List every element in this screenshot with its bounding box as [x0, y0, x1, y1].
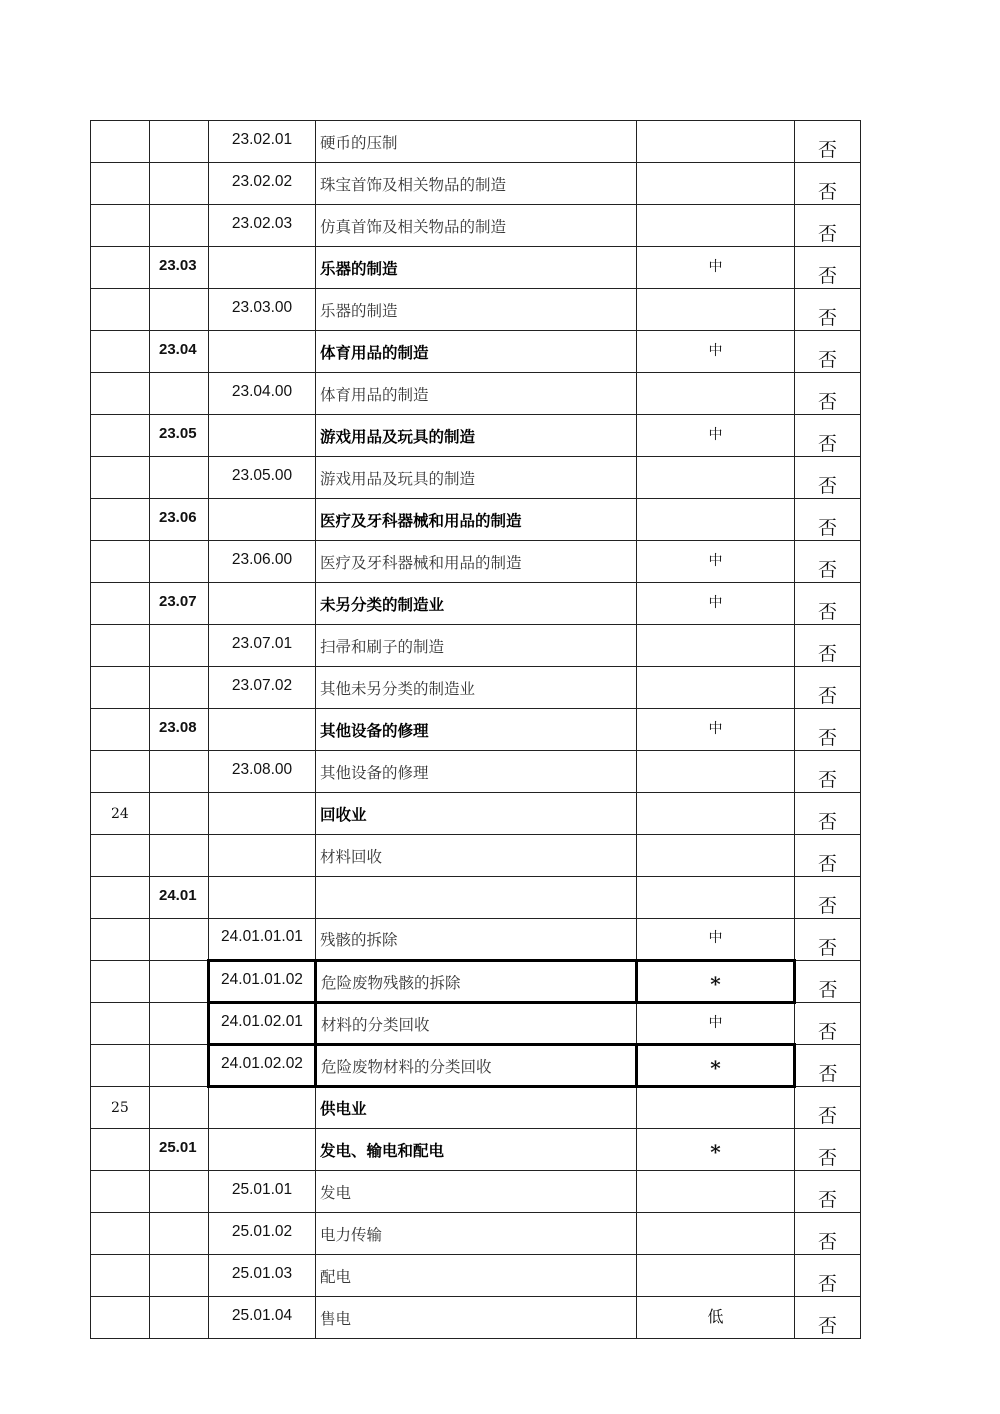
- applicable-value: 否: [817, 937, 837, 959]
- class-code-cell: [209, 833, 316, 875]
- group-code-cell: [150, 1085, 209, 1127]
- applicable-value: 否: [817, 643, 837, 665]
- risk-level-cell: [637, 1253, 795, 1295]
- industry-name-cell: 医疗及牙科器械和用品的制造: [316, 499, 637, 541]
- risk-level-cell: 中: [637, 917, 795, 959]
- applicable-cell: [795, 583, 861, 625]
- division-code-cell: [91, 1045, 150, 1087]
- applicable-cell: [795, 1003, 861, 1045]
- industry-name-cell: 发电、输电和配电: [316, 1129, 637, 1171]
- table-row: [91, 289, 861, 331]
- risk-level-cell: [637, 1085, 795, 1127]
- applicable-cell: [795, 541, 861, 583]
- applicable-cell: [795, 289, 861, 331]
- table-row: [91, 877, 861, 919]
- applicable-cell: [795, 1171, 861, 1213]
- applicable-cell: [795, 709, 861, 751]
- industry-name-cell: 售电: [316, 1297, 637, 1339]
- applicable-cell: [795, 247, 861, 289]
- division-code-cell: [91, 919, 150, 961]
- division-code-cell: [91, 1213, 150, 1255]
- industry-name-cell: 医疗及牙科器械和用品的制造: [316, 541, 637, 583]
- group-code-cell: 23.07: [150, 581, 209, 623]
- group-code-cell: [150, 1211, 209, 1253]
- applicable-cell: [795, 415, 861, 457]
- applicable-value: 否: [817, 139, 837, 161]
- table-row: [91, 1087, 861, 1129]
- table-row: [91, 457, 861, 499]
- applicable-value: 否: [817, 1105, 837, 1127]
- risk-level-cell: *: [637, 1131, 795, 1173]
- table-row: [91, 331, 861, 373]
- table-row: [91, 793, 861, 835]
- group-code-cell: 23.06: [150, 497, 209, 539]
- industry-name-cell: 其他设备的修理: [316, 709, 637, 751]
- industry-name-cell: 硬币的压制: [316, 121, 637, 163]
- applicable-value: 否: [818, 979, 838, 1001]
- risk-level-cell: *: [637, 1047, 795, 1089]
- industry-name-cell: [316, 877, 637, 919]
- applicable-cell: [795, 1087, 861, 1129]
- division-code-cell: [91, 961, 150, 1003]
- industry-name-cell: 体育用品的制造: [316, 373, 637, 415]
- group-code-cell: 23.03: [150, 245, 209, 287]
- class-code-cell: 24.01.01.02: [209, 959, 316, 1001]
- applicable-value: 否: [817, 769, 837, 791]
- group-code-cell: [150, 161, 209, 203]
- group-code-cell: [150, 539, 209, 581]
- risk-level-cell: [637, 119, 795, 161]
- applicable-cell: [795, 457, 861, 499]
- division-code-cell: [91, 457, 150, 499]
- division-code-cell: [91, 751, 150, 793]
- group-code-cell: [150, 1169, 209, 1211]
- division-code-cell: [91, 709, 150, 751]
- industry-name-cell: 仿真首饰及相关物品的制造: [316, 205, 637, 247]
- table-row: [91, 163, 861, 205]
- division-code-cell: 25: [91, 1087, 150, 1129]
- risk-level-cell: [637, 203, 795, 245]
- table-row: [91, 1003, 861, 1045]
- industry-name-cell: 配电: [316, 1255, 637, 1297]
- risk-level-cell: 低: [637, 1295, 795, 1337]
- applicable-value: 否: [817, 349, 837, 371]
- table-row: [91, 541, 861, 583]
- industry-name-cell: 发电: [316, 1171, 637, 1213]
- group-code-cell: [150, 833, 209, 875]
- division-code-cell: [91, 1255, 150, 1297]
- table-row: [91, 751, 861, 793]
- class-code-cell: 23.07.01: [209, 623, 316, 665]
- class-code-cell: 23.06.00: [209, 539, 316, 581]
- table-row: [91, 667, 861, 709]
- division-code-cell: [91, 1003, 150, 1045]
- division-code-cell: [91, 415, 150, 457]
- group-code-cell: 25.01: [150, 1127, 209, 1169]
- class-code-cell: 24.01.01.01: [209, 917, 316, 959]
- division-code-cell: [91, 835, 150, 877]
- class-code-cell: 23.02.02: [209, 161, 316, 203]
- industry-name-cell: 乐器的制造: [316, 247, 637, 289]
- class-code-cell: 23.02.03: [209, 203, 316, 245]
- table-row: [91, 1255, 861, 1297]
- table-row: [91, 247, 861, 289]
- applicable-value: 否: [817, 1189, 837, 1211]
- applicable-cell: [795, 877, 861, 919]
- class-code-cell: 24.01.02.01: [209, 1001, 316, 1043]
- group-code-cell: [150, 371, 209, 413]
- applicable-cell: [795, 961, 861, 1003]
- division-code-cell: [91, 541, 150, 583]
- applicable-value: 否: [817, 307, 837, 329]
- applicable-cell: [795, 1213, 861, 1255]
- risk-level-cell: [637, 455, 795, 497]
- applicable-cell: [795, 163, 861, 205]
- table-row: [91, 961, 861, 1003]
- table-row: [91, 625, 861, 667]
- table-row: [91, 1297, 861, 1339]
- table-row: [91, 499, 861, 541]
- division-code-cell: [91, 163, 150, 205]
- division-code-cell: [91, 205, 150, 247]
- group-code-cell: [150, 749, 209, 791]
- applicable-value: 否: [817, 181, 837, 203]
- risk-level-cell: [637, 287, 795, 329]
- division-code-cell: [91, 247, 150, 289]
- class-code-cell: [209, 707, 316, 749]
- group-code-cell: [150, 1253, 209, 1295]
- division-code-cell: [91, 667, 150, 709]
- group-code-cell: [150, 1043, 209, 1085]
- class-code-cell: [209, 329, 316, 371]
- class-code-cell: 25.01.03: [209, 1253, 316, 1295]
- risk-level-cell: 中: [637, 329, 795, 371]
- group-code-cell: [150, 1295, 209, 1337]
- table-row: [91, 709, 861, 751]
- applicable-value: 否: [817, 685, 837, 707]
- class-code-cell: 25.01.04: [209, 1295, 316, 1337]
- risk-level-cell: [637, 1211, 795, 1253]
- applicable-cell: [795, 835, 861, 877]
- group-code-cell: 23.08: [150, 707, 209, 749]
- industry-name-cell: 未另分类的制造业: [316, 583, 637, 625]
- division-code-cell: [91, 625, 150, 667]
- division-code-cell: 24: [91, 793, 150, 835]
- class-code-cell: [209, 413, 316, 455]
- risk-level-cell: 中: [637, 1001, 795, 1043]
- applicable-value: 否: [817, 853, 837, 875]
- risk-level-cell: [637, 833, 795, 875]
- applicable-cell: [795, 625, 861, 667]
- risk-level-cell: [637, 623, 795, 665]
- table-row: [91, 121, 861, 163]
- group-code-cell: [150, 119, 209, 161]
- table-row: [91, 1045, 861, 1087]
- table-row: [91, 415, 861, 457]
- division-code-cell: [91, 877, 150, 919]
- applicable-value: 否: [817, 475, 837, 497]
- group-code-cell: [150, 1001, 209, 1043]
- division-code-cell: [91, 499, 150, 541]
- applicable-value: 否: [817, 391, 837, 413]
- industry-name-cell: 供电业: [316, 1087, 637, 1129]
- risk-level-cell: [637, 161, 795, 203]
- applicable-cell: [795, 331, 861, 373]
- applicable-value: 否: [817, 1315, 837, 1337]
- class-code-cell: 25.01.01: [209, 1169, 316, 1211]
- applicable-cell: [795, 1129, 861, 1171]
- division-code-cell: [91, 121, 150, 163]
- industry-name-cell: 扫帚和刷子的制造: [316, 625, 637, 667]
- group-code-cell: [150, 455, 209, 497]
- applicable-value: 否: [817, 727, 837, 749]
- industry-name-cell: 其他未另分类的制造业: [316, 667, 637, 709]
- class-code-cell: 23.02.01: [209, 119, 316, 161]
- applicable-cell: [795, 919, 861, 961]
- table-row: [91, 835, 861, 877]
- class-code-cell: 23.05.00: [209, 455, 316, 497]
- class-code-cell: 23.04.00: [209, 371, 316, 413]
- class-code-cell: [209, 245, 316, 287]
- applicable-value: 否: [818, 1063, 838, 1085]
- table-row: [91, 205, 861, 247]
- class-code-cell: [209, 581, 316, 623]
- industry-name-cell: 残骸的拆除: [316, 919, 637, 961]
- applicable-cell: [795, 793, 861, 835]
- risk-level-cell: 中: [637, 413, 795, 455]
- group-code-cell: 24.01: [150, 875, 209, 917]
- table-row: [91, 919, 861, 961]
- risk-level-cell: 中: [637, 707, 795, 749]
- table-body: [91, 121, 861, 1339]
- industry-name-cell: 体育用品的制造: [316, 331, 637, 373]
- industry-name-cell: 游戏用品及玩具的制造: [316, 457, 637, 499]
- applicable-value: 否: [817, 559, 837, 581]
- risk-level-cell: [637, 371, 795, 413]
- division-code-cell: [91, 1297, 150, 1339]
- risk-level-cell: [637, 665, 795, 707]
- division-code-cell: [91, 1129, 150, 1171]
- applicable-value: 否: [817, 223, 837, 245]
- group-code-cell: [150, 665, 209, 707]
- industry-name-cell: 危险废物残骸的拆除: [316, 961, 637, 1003]
- risk-level-cell: *: [637, 963, 795, 1005]
- industry-classification-table: [90, 120, 861, 1339]
- class-code-cell: 23.03.00: [209, 287, 316, 329]
- class-code-cell: 25.01.02: [209, 1211, 316, 1253]
- group-code-cell: 23.05: [150, 413, 209, 455]
- applicable-value: 否: [817, 1147, 837, 1169]
- industry-name-cell: 乐器的制造: [316, 289, 637, 331]
- class-code-cell: 23.07.02: [209, 665, 316, 707]
- risk-level-cell: [637, 791, 795, 833]
- group-code-cell: [150, 287, 209, 329]
- division-code-cell: [91, 583, 150, 625]
- class-code-cell: [209, 791, 316, 833]
- applicable-value: 否: [817, 1021, 837, 1043]
- industry-name-cell: 电力传输: [316, 1213, 637, 1255]
- risk-level-cell: [637, 749, 795, 791]
- applicable-cell: [795, 121, 861, 163]
- applicable-value: 否: [817, 811, 837, 833]
- risk-level-cell: 中: [637, 539, 795, 581]
- applicable-value: 否: [817, 1273, 837, 1295]
- applicable-cell: [795, 1045, 861, 1087]
- class-code-cell: 24.01.02.02: [209, 1043, 316, 1085]
- applicable-value: 否: [817, 265, 837, 287]
- applicable-cell: [795, 373, 861, 415]
- risk-level-cell: [637, 875, 795, 917]
- group-code-cell: [150, 203, 209, 245]
- table-row: [91, 1171, 861, 1213]
- applicable-value: 否: [817, 895, 837, 917]
- group-code-cell: [150, 623, 209, 665]
- applicable-value: 否: [817, 1231, 837, 1253]
- group-code-cell: [150, 959, 209, 1001]
- applicable-cell: [795, 751, 861, 793]
- division-code-cell: [91, 289, 150, 331]
- class-code-cell: [209, 1127, 316, 1169]
- risk-level-cell: 中: [637, 581, 795, 623]
- group-code-cell: 23.04: [150, 329, 209, 371]
- group-code-cell: [150, 917, 209, 959]
- applicable-cell: [795, 667, 861, 709]
- class-code-cell: [209, 1085, 316, 1127]
- industry-name-cell: 材料回收: [316, 835, 637, 877]
- table-row: [91, 1213, 861, 1255]
- risk-level-cell: 中: [637, 245, 795, 287]
- applicable-cell: [795, 499, 861, 541]
- risk-level-cell: [637, 497, 795, 539]
- industry-name-cell: 其他设备的修理: [316, 751, 637, 793]
- division-code-cell: [91, 331, 150, 373]
- table-row: [91, 583, 861, 625]
- applicable-cell: [795, 1255, 861, 1297]
- industry-name-cell: 危险废物材料的分类回收: [316, 1045, 637, 1087]
- class-code-cell: [209, 875, 316, 917]
- class-code-cell: [209, 497, 316, 539]
- group-code-cell: [150, 791, 209, 833]
- division-code-cell: [91, 1171, 150, 1213]
- applicable-value: 否: [817, 601, 837, 623]
- risk-level-cell: [637, 1169, 795, 1211]
- industry-name-cell: 材料的分类回收: [316, 1003, 637, 1045]
- table-row: [91, 373, 861, 415]
- class-code-cell: 23.08.00: [209, 749, 316, 791]
- applicable-cell: [795, 205, 861, 247]
- industry-name-cell: 回收业: [316, 793, 637, 835]
- table-row: [91, 1129, 861, 1171]
- applicable-value: 否: [817, 517, 837, 539]
- applicable-cell: [795, 1297, 861, 1339]
- industry-name-cell: 游戏用品及玩具的制造: [316, 415, 637, 457]
- applicable-value: 否: [817, 433, 837, 455]
- division-code-cell: [91, 373, 150, 415]
- industry-name-cell: 珠宝首饰及相关物品的制造: [316, 163, 637, 205]
